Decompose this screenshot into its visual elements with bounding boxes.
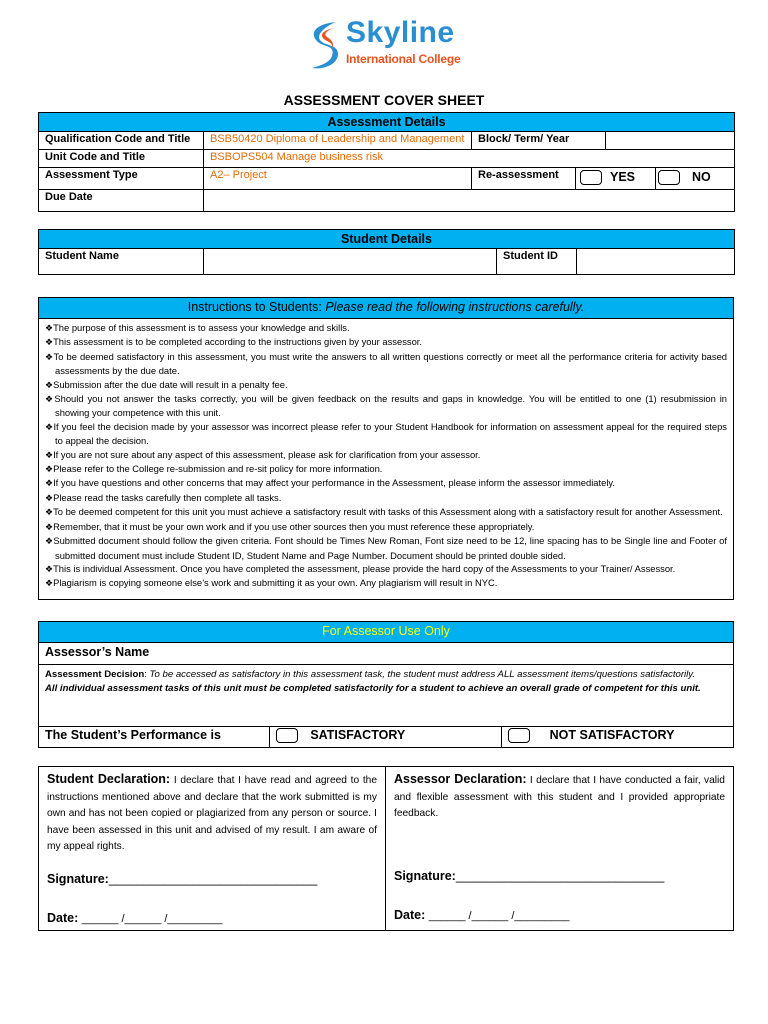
instruction-item [45,392,727,420]
instruction-text: If you are not sure about any aspect of this assessment, please ask for clarification from your assessor. [53,448,481,460]
bullet-diamond-icon: ❖ [45,323,54,333]
performance-label: The Student’s Performance is [39,727,270,747]
block-term-year-field[interactable] [606,132,735,150]
not-satisfactory-label: NOT SATISFACTORY [549,728,675,742]
assessor-declaration-title: Assessor Declaration: [394,772,527,786]
not-satisfactory-checkbox[interactable] [508,728,530,743]
logo-subtitle: International College [346,52,461,66]
reassessment-label: Re-assessment [472,168,576,190]
instruction-item [45,491,727,505]
student-date[interactable] [47,911,222,925]
student-id-label: Student ID [497,249,577,275]
bullet-diamond-icon: ❖ [45,521,54,532]
decision-text: To be accessed as satisfactory in this assessment task, the student must address ALL assessment items/questions satisfactorily. [149,669,696,680]
assessment-details-header: Assessment Details [39,113,735,132]
instruction-text: To be deemed satisfactory in this assessment, you must write the answers to all written questions correctly or meet all the performance criteria for activity based assessments by the due date. [53,350,727,377]
instruction-text: Submission after the due date will result in a penalty fee. [53,378,288,390]
decision-bold-text: All individual assessment tasks of this unit must be completed satisfactorily for a student to achieve an overall grade of competent for this unit. [45,683,701,694]
instruction-text: Remember, that it must be your own work and if you use other sources then you must reference these appropriately. [53,520,535,532]
yes-checkbox[interactable] [580,170,602,185]
instruction-text: This is individual Assessment. Once you have completed the assessment, please provide the hard copy of the Assessments to your Trainer/ Assessor. [53,562,676,574]
bullet-diamond-icon: ❖ [45,578,54,589]
student-signature-label: Signature: [47,872,109,886]
instruction-item [45,576,727,590]
qualification-value: BSB50420 Diploma of Leadership and Management [204,132,472,150]
bullet-diamond-icon: ❖ [45,449,54,460]
assessor-date-line: ______ /______ /_________ [428,910,570,922]
instructions-title: Instructions to Students: [187,300,322,314]
bullet-diamond-icon: ❖ [45,507,54,518]
bullet-diamond-icon: ❖ [45,492,54,503]
unit-label: Unit Code and Title [39,150,204,168]
assessor-date-label: Date: [394,908,426,922]
student-declaration-title: Student Declaration: [47,772,171,786]
instruction-item [45,562,727,576]
instruction-text: Should you not answer the tasks correctly, you will be given feedback on the results and gaps in knowledge. You will be entitled to one (1) resubmission in showing your competence with this unit. [54,393,727,419]
assessment-type-label: Assessment Type [39,168,204,190]
instruction-item [45,420,727,448]
instructions-header [39,298,733,319]
no-checkbox[interactable] [658,170,680,185]
assessor-declaration [386,767,733,930]
instruction-text: The purpose of this assessment is to assess your knowledge and skills. [53,322,350,333]
assessor-use-section [38,621,734,748]
bullet-diamond-icon: ❖ [45,563,54,574]
instructions-list [39,319,733,591]
yes-label: YES [610,170,636,184]
student-details-header: Student Details [39,230,735,249]
instruction-text: If you feel the decision made by your assessor was incorrect please refer to your Student Handbook for information on assessment appeal for the required steps to appeal the decision. [53,420,727,447]
reassessment-yes-option[interactable] [576,168,656,190]
instruction-text: Please refer to the College re-submission and re-sit policy for more information. [53,463,383,475]
instruction-item [45,350,727,378]
instructions-subtitle: Please read the following instructions carefully. [325,300,585,314]
bullet-diamond-icon: ❖ [45,394,55,405]
assessment-decision: Assessment Decision: To be accessed as satisfactory in this assessment task, the student must address ALL assessment items/questions satisfactorily. All individual assessment tasks of this unit must be completed satisfactorily for a student to achieve an overall grade of competent for this unit. [39,665,733,727]
bullet-diamond-icon: ❖ [45,337,54,348]
unit-value: BSBOPS504 Manage business risk [204,150,735,168]
instruction-text: To be deemed competent for this unit you must achieve a satisfactory result with tasks of this Assessment along with a satisfactory result for another Assessment. [53,506,723,518]
instruction-item [45,321,727,335]
assessor-date[interactable] [394,908,569,922]
student-id-field[interactable] [577,249,735,275]
decision-label: Assessment Decision [45,669,145,680]
performance-row [39,727,733,747]
reassessment-no-option[interactable] [656,168,735,190]
instruction-item [45,476,727,490]
instruction-text: If you have questions and other concerns that may affect your performance in the Assessment, please inform the assessor immediately. [53,477,615,489]
student-signature-line: ______________________________ [108,872,318,886]
instruction-text: This assessment is to be completed according to the instructions given by your assessor. [53,336,423,348]
student-name-label: Student Name [39,249,204,275]
student-details-table [38,229,735,275]
assessor-declaration-text: I declare that I have conducted a fair, valid and flexible assessment with this student and I provided appropriate feedback. [394,775,725,819]
instruction-item [45,534,727,562]
declarations-section [38,766,734,931]
logo-name: Skyline [346,16,455,49]
satisfactory-option[interactable] [270,727,501,747]
bullet-diamond-icon: ❖ [45,464,54,475]
assessor-signature-line: ______________________________ [455,869,665,883]
assessor-name-label: Assessor’s Name [39,643,733,665]
bullet-diamond-icon: ❖ [45,536,54,547]
student-name-field[interactable] [204,249,497,275]
instruction-text: Plagiarism is copying someone else’s work and submitting it as your own. Any plagiarism will result in NYC. [53,577,498,589]
college-logo [306,16,466,72]
instruction-text: Please read the tasks carefully then complete all tasks. [53,491,282,503]
due-date-field[interactable] [204,190,735,212]
instructions-section [38,297,734,600]
logo-swirl-icon [306,18,344,70]
due-date-label: Due Date [39,190,204,212]
no-label: NO [692,170,711,184]
qualification-label: Qualification Code and Title [39,132,204,150]
instruction-item [45,335,727,349]
student-signature[interactable] [47,872,317,886]
instruction-item [45,462,727,476]
assessment-type-value: A2– Project [204,168,472,190]
page-title: ASSESSMENT COVER SHEET [283,92,485,108]
instruction-item [45,448,727,462]
not-satisfactory-option[interactable] [502,727,733,747]
block-term-year-label: Block/ Term/ Year [472,132,606,150]
satisfactory-label: SATISFACTORY [310,728,406,742]
assessor-signature-label: Signature: [394,869,456,883]
student-date-label: Date: [47,911,79,925]
satisfactory-checkbox[interactable] [276,728,298,743]
student-declaration [39,767,386,930]
instruction-text: Submitted document should follow the given criteria. Font should be Times New Roman, Font size need to be 12, line spacing has to be Single line and Footer of submitted document must include Student ID, Student Name and Page Number. Document should be printed double sided. [53,535,727,561]
bullet-diamond-icon: ❖ [45,379,54,390]
bullet-diamond-icon: ❖ [45,351,54,362]
student-date-line: ______ /______ /_________ [81,913,223,925]
student-declaration-text: I declare that I have read and agreed to the instructions mentioned above and declare that the work submitted is my own and has not been copied or plagiarized from any person or source. I have been assessed in this unit and advised of my result. I am aware of my appeal rights. [47,775,377,852]
instruction-item [45,378,727,392]
bullet-diamond-icon: ❖ [45,478,54,489]
assessor-use-header: For Assessor Use Only [39,622,733,643]
instruction-item [45,520,727,534]
assessment-details-table [38,112,735,212]
bullet-diamond-icon: ❖ [45,421,54,432]
assessor-signature[interactable] [394,869,664,883]
instruction-item [45,505,727,519]
